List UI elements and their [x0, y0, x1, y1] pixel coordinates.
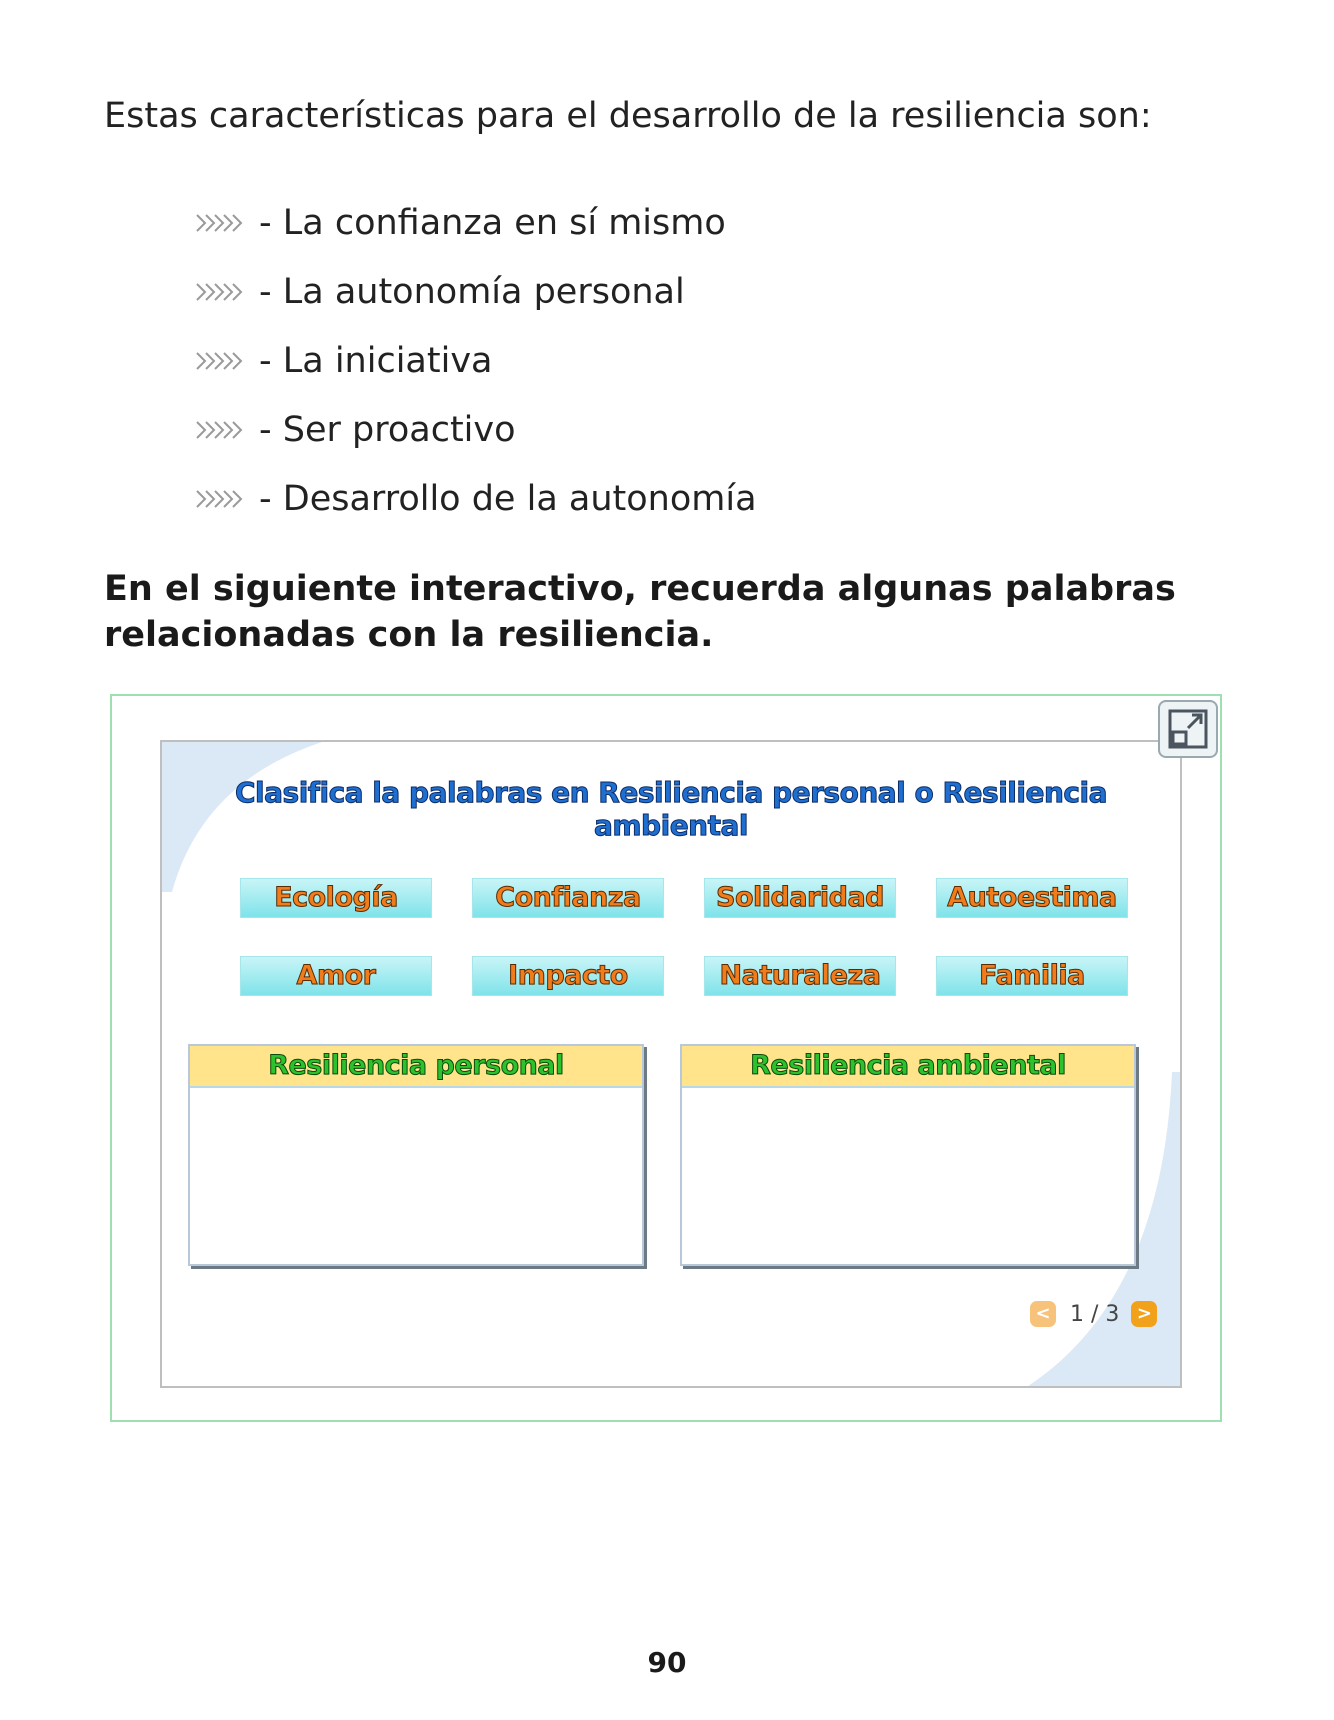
- pager: [1030, 1300, 1157, 1328]
- instruction-text: En el siguiente interactivo, recuerda algunas palabras relacionadas con la resiliencia.: [104, 569, 1176, 655]
- list-item: [195, 257, 757, 326]
- drop-zone-personal[interactable]: [188, 1044, 644, 1266]
- fullscreen-button[interactable]: [1158, 700, 1218, 758]
- page-separator: /: [1091, 1301, 1099, 1327]
- drop-zone-header: Resiliencia personal: [190, 1046, 642, 1088]
- page-number: 90: [647, 1646, 687, 1679]
- chevrons-icon: [195, 419, 245, 441]
- activity-stage: [160, 740, 1182, 1388]
- current-page: 1: [1070, 1301, 1084, 1327]
- word-tile-naturaleza[interactable]: Naturaleza: [704, 956, 896, 996]
- list-item: [195, 464, 757, 533]
- list-item-text: - Desarrollo de la autonomía: [259, 478, 757, 519]
- word-tile-autoestima[interactable]: Autoestima: [936, 878, 1128, 918]
- word-tile-confianza[interactable]: Confianza: [472, 878, 664, 918]
- list-item-text: - La iniciativa: [259, 340, 493, 381]
- word-tile-solidaridad[interactable]: Solidaridad: [704, 878, 896, 918]
- list-item: [195, 395, 757, 464]
- intro-text: Estas características para el desarrollo de la resiliencia son:: [104, 96, 1152, 136]
- drop-zone-ambiental[interactable]: [680, 1044, 1136, 1266]
- prev-page-button[interactable]: <: [1030, 1301, 1056, 1327]
- word-tile-ecologia[interactable]: Ecología: [240, 878, 432, 918]
- characteristics-list: [195, 188, 757, 533]
- drop-zone-header: Resiliencia ambiental: [682, 1046, 1134, 1088]
- total-pages: 3: [1105, 1301, 1120, 1327]
- word-tile-amor[interactable]: Amor: [240, 956, 432, 996]
- list-item-text: - La confianza en sí mismo: [259, 202, 726, 243]
- list-item: [195, 188, 757, 257]
- chevrons-icon: [195, 350, 245, 372]
- activity-title: Clasifica la palabras en Resiliencia personal o Resiliencia ambiental: [234, 776, 1108, 842]
- list-item-text: - Ser proactivo: [259, 409, 516, 450]
- chevrons-icon: [195, 488, 245, 510]
- list-item-text: - La autonomía personal: [259, 271, 685, 312]
- list-item: [195, 326, 757, 395]
- next-page-button[interactable]: >: [1131, 1301, 1157, 1327]
- word-tile-familia[interactable]: Familia: [936, 956, 1128, 996]
- chevrons-icon: [195, 212, 245, 234]
- expand-icon: [1160, 702, 1216, 756]
- word-tile-impacto[interactable]: Impacto: [472, 956, 664, 996]
- chevrons-icon: [195, 281, 245, 303]
